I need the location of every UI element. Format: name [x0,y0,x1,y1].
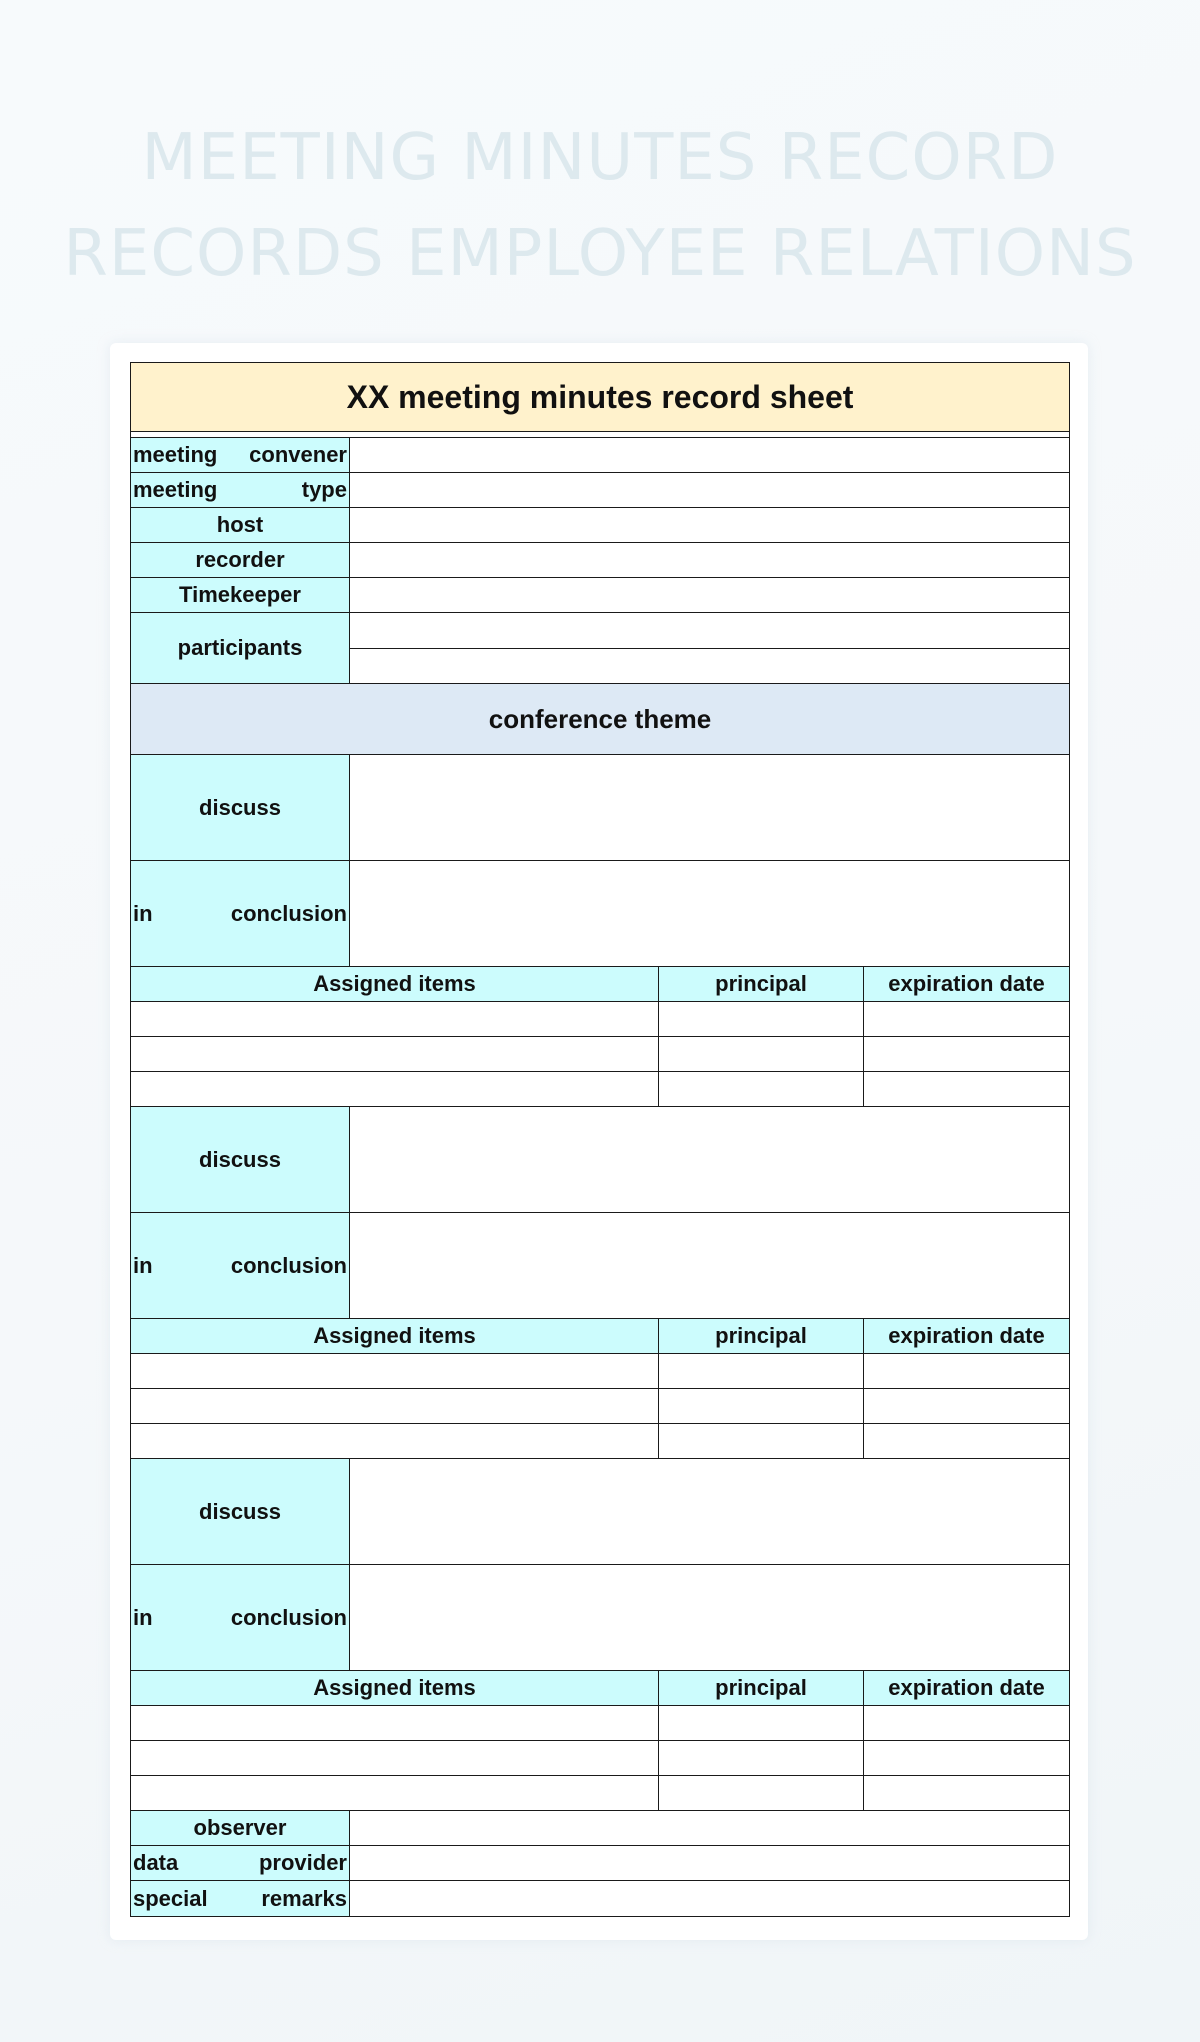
assigned-items-header-1: Assigned items [131,967,659,1001]
table-row [131,1424,1069,1459]
discuss-row-3 [131,1459,1069,1565]
assigned-item-cell[interactable] [131,1037,659,1071]
conclusion-label-1-word-1: in [133,900,153,926]
discuss-input-3[interactable] [350,1459,1069,1564]
recorder-input[interactable] [350,543,1069,577]
theme-row [131,684,1069,755]
principal-cell[interactable] [659,1072,864,1106]
assigned-header-row-2 [131,1319,1069,1354]
expiration-header-1: expiration date [864,967,1069,1001]
convener-label-word-1: meeting [133,442,218,467]
principal-cell[interactable] [659,1002,864,1036]
type-label-word-2: type [301,477,347,502]
special-remarks-label-word-2: remarks [261,1885,347,1911]
page-title-line-2: RECORDS EMPLOYEE RELATIONS [63,217,1137,291]
principal-cell[interactable] [659,1706,864,1740]
conference-theme-heading: conference theme [131,684,1069,754]
expiration-cell[interactable] [864,1424,1069,1458]
principal-cell[interactable] [659,1354,864,1388]
discuss-label-2: discuss [131,1107,350,1212]
assigned-items-header-2: Assigned items [131,1319,659,1353]
observer-input[interactable] [350,1811,1069,1845]
expiration-cell[interactable] [864,1706,1069,1740]
type-input[interactable] [350,473,1069,507]
assigned-item-cell[interactable] [131,1424,659,1458]
recorder-label: recorder [131,543,350,577]
assigned-item-cell[interactable] [131,1354,659,1388]
observer-row [131,1811,1069,1846]
table-row [131,1002,1069,1037]
conclusion-input-1[interactable] [350,861,1069,966]
assigned-items-header-3: Assigned items [131,1671,659,1705]
discuss-label-1: discuss [131,755,350,860]
conclusion-label-3-word-1: in [133,1604,153,1630]
data-provider-row [131,1846,1069,1881]
participants-input-2[interactable] [350,649,1069,684]
special-remarks-row [131,1881,1069,1916]
expiration-cell[interactable] [864,1354,1069,1388]
assigned-item-cell[interactable] [131,1002,659,1036]
conclusion-row-3 [131,1565,1069,1671]
principal-cell[interactable] [659,1389,864,1423]
table-row [131,1072,1069,1107]
table-row [131,1776,1069,1811]
expiration-cell[interactable] [864,1776,1069,1810]
expiration-header-3: expiration date [864,1671,1069,1705]
assigned-item-cell[interactable] [131,1741,659,1775]
discuss-label-3: discuss [131,1459,350,1564]
conclusion-label-3 [131,1565,350,1670]
table-row [131,1741,1069,1776]
table-row [131,1037,1069,1072]
type-row [131,473,1069,508]
observer-label: observer [131,1811,350,1845]
special-remarks-input[interactable] [350,1881,1069,1916]
host-row [131,508,1069,543]
conclusion-input-2[interactable] [350,1213,1069,1318]
participants-row [131,613,1069,684]
principal-header-3: principal [659,1671,864,1705]
conclusion-input-3[interactable] [350,1565,1069,1670]
assigned-header-row-1 [131,967,1069,1002]
expiration-cell[interactable] [864,1389,1069,1423]
expiration-cell[interactable] [864,1037,1069,1071]
assigned-item-cell[interactable] [131,1776,659,1810]
expiration-cell[interactable] [864,1002,1069,1036]
assigned-item-cell[interactable] [131,1389,659,1423]
data-provider-label [131,1846,350,1880]
principal-cell[interactable] [659,1776,864,1810]
assigned-item-cell[interactable] [131,1706,659,1740]
host-label: host [131,508,350,542]
special-remarks-label [131,1881,350,1916]
discuss-input-1[interactable] [350,755,1069,860]
data-provider-label-word-2: provider [258,1850,347,1875]
participants-inputs [350,613,1069,683]
discuss-input-2[interactable] [350,1107,1069,1212]
principal-header-2: principal [659,1319,864,1353]
recorder-row [131,543,1069,578]
sheet-title: XX meeting minutes record sheet [131,363,1069,431]
data-provider-input[interactable] [350,1846,1069,1880]
participants-input-1[interactable] [350,613,1069,649]
table-row [131,1354,1069,1389]
special-remarks-label-word-1: special [133,1885,208,1911]
convener-label-word-2: convener [249,442,347,467]
conclusion-row-1 [131,861,1069,967]
conclusion-label-1 [131,861,350,966]
sheet-title-row [131,363,1069,432]
discuss-row-2 [131,1107,1069,1213]
table-row [131,1389,1069,1424]
conclusion-label-2 [131,1213,350,1318]
conclusion-label-3-word-2: conclusion [230,1604,347,1630]
assigned-item-cell[interactable] [131,1072,659,1106]
type-label-word-1: meeting [133,477,218,502]
table-row [131,1706,1069,1741]
principal-header-1: principal [659,967,864,1001]
principal-cell[interactable] [659,1741,864,1775]
expiration-cell[interactable] [864,1072,1069,1106]
expiration-cell[interactable] [864,1741,1069,1775]
conclusion-label-2-word-2: conclusion [230,1252,347,1278]
conclusion-label-2-word-1: in [133,1252,153,1278]
convener-input[interactable] [350,438,1069,472]
host-input[interactable] [350,508,1069,542]
conclusion-row-2 [131,1213,1069,1319]
timekeeper-label: Timekeeper [131,578,350,612]
principal-cell[interactable] [659,1424,864,1458]
page-title-line-1: MEETING MINUTES RECORD [141,121,1059,195]
convener-label [131,438,350,472]
participants-label: participants [131,613,350,683]
expiration-header-2: expiration date [864,1319,1069,1353]
timekeeper-input[interactable] [350,578,1069,612]
discuss-row-1 [131,755,1069,861]
conclusion-label-1-word-2: conclusion [230,900,347,926]
principal-cell[interactable] [659,1037,864,1071]
data-provider-label-word-1: data [133,1850,179,1875]
assigned-header-row-3 [131,1671,1069,1706]
meeting-minutes-sheet [130,362,1070,1917]
timekeeper-row [131,578,1069,613]
page-title [0,110,1200,302]
type-label [131,473,350,507]
convener-row [131,438,1069,473]
